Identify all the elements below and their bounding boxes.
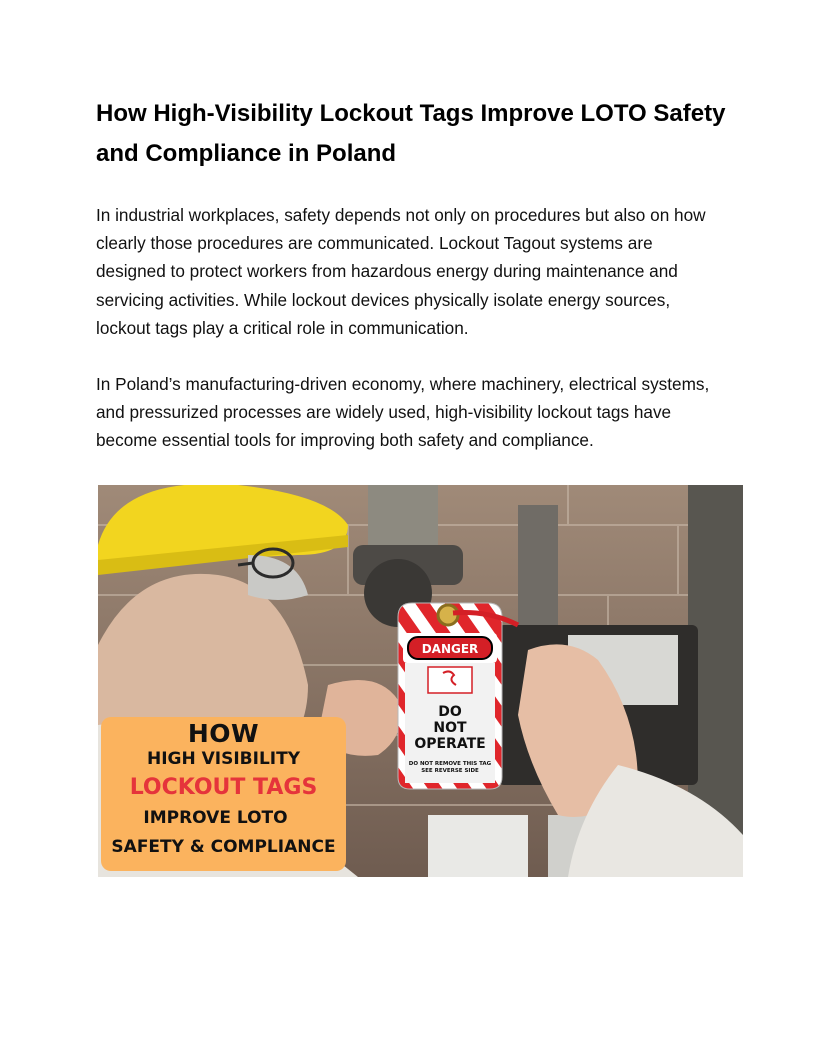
tag-small-1: DO NOT REMOVE THIS TAG — [408, 761, 492, 767]
tag-line-3: OPERATE — [414, 736, 486, 752]
overlay-line-4: IMPROVE LOTO — [143, 808, 288, 828]
overlay-line-2: HIGH VISIBILITY — [146, 749, 301, 769]
tag-small-2: SEE REVERSE SIDE — [421, 768, 479, 774]
tag-header: DANGER — [421, 642, 479, 656]
hero-image — [98, 485, 743, 877]
pipe-vertical — [368, 485, 438, 555]
tag-line-1: DO — [438, 704, 462, 720]
paragraph-poland: In Poland’s manufacturing-driven economy, where machinery, electrical systems, and pressurized processes are widely used, high-visibility lockout tags have become essential tools for improving both safety and compliance. — [96, 374, 710, 451]
overlay-line-1: HOW — [187, 719, 260, 748]
device-bottom — [428, 815, 528, 877]
overlay-line-3: LOCKOUT TAGS — [129, 775, 318, 800]
tag-line-2: NOT — [433, 720, 467, 736]
paragraph-intro: In industrial workplaces, safety depends not only on procedures but also on how clearly those procedures are communicated. Lockout Tagout systems are designed to protect workers from hazardous energy during maintenance and servicing activities. While lockout devices physically isolate energy sources, lockout tags play a critical role in communication. — [96, 205, 706, 338]
headline-overlay — [101, 717, 346, 871]
article-title: How High-Visibility Lockout Tags Improve LOTO Safety and Compliance in Poland — [96, 100, 726, 167]
overlay-line-5: SAFETY & COMPLIANCE — [111, 837, 336, 857]
